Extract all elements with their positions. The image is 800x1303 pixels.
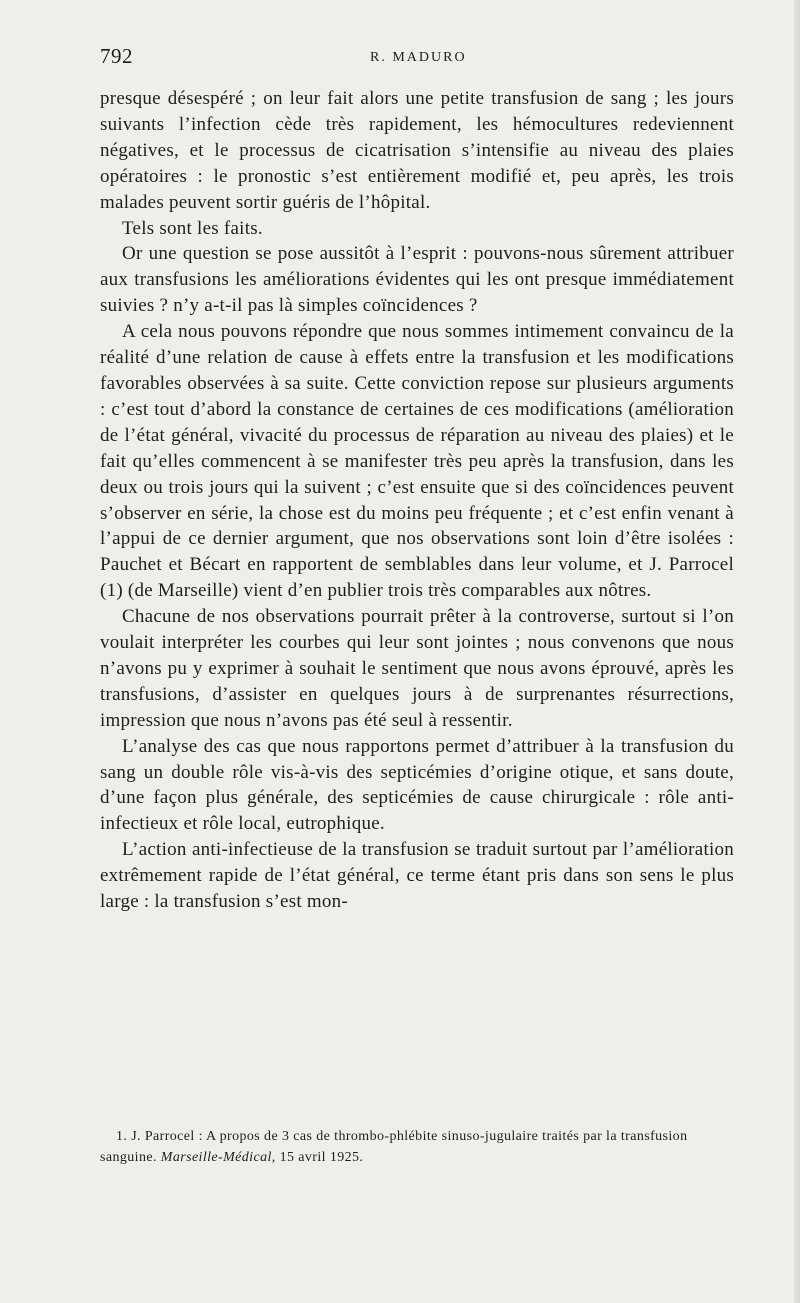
- paragraph: presque désespéré ; on leur fait alors une petite transfusion de sang ; les jours suivants l’infection cède très rapidement, les hémocultures redeviennent négatives, et le processus de cicatrisation s’intensifie au niveau des plaies opératoires : le pronostic s’est entièrement modifié et, peu après, les trois malades peuvent sortir guéris de l’hôpital.: [100, 88, 734, 213]
- paragraph: A cela nous pouvons répondre que nous sommes intimement convaincu de la réalité d’une relation de cause à effets entre la transfusion et les modifications favorables observées à sa suite. Cette conviction repose sur plusieurs arguments : c’est tout d’abord la constance de certaines de ces modifications (amélioration de l’état général, vivacité du processus de réparation au niveau des plaies) et le fait qu’elles commencent à se manifester très peu après la transfusion, dans les deux ou trois jours qui la suivent ; c’est ensuite que si des coïncidences peuvent s’observer en série, la chose est du moins peu fréquente ; et c’est enfin venant à l’appui de ce dernier argument, que nos observations sont loin d’être isolées : Pauchet et Bécart en rapportent de semblables dans leur volume, et J. Parrocel (1) (de Marseille) vient d’en publier trois très comparables aux nôtres.: [100, 321, 734, 602]
- paragraph: Tels sont les faits.: [122, 217, 263, 239]
- footnote-date: 15 avril 1925.: [279, 1150, 364, 1165]
- paragraph: Chacune de nos observations pourrait prêter à la controverse, surtout si l’on voulait interpréter les courbes qui leur sont jointes ; nous convenons que nous n’avons pu y exprimer à souhait le sentiment que nous avons éprouvé, après les transfusions, d’assister en quelques jours à de surprenantes résurrections, impression que nous n’avons pas été seul à ressentir.: [100, 606, 734, 731]
- footnote-text: 1. J. Parrocel : A propos de 3 cas de thrombo-phlébite sinuso-jugulaire traités par la transfusion sanguine.: [100, 1129, 688, 1165]
- footnote: [100, 1126, 734, 1168]
- page-number: 792: [100, 44, 133, 68]
- page-header: [100, 44, 740, 74]
- paragraph: L’analyse des cas que nous rapportons permet d’attribuer à la transfusion du sang un double rôle vis-à-vis des septicémies d’origine otique, et sans doute, d’une façon plus générale, des septicémies de cause chirurgicale : rôle anti-infectieux et rôle local, eutrophique.: [100, 735, 734, 835]
- page-edge-shadow: [794, 0, 800, 1303]
- running-head-author: R. MADURO: [370, 50, 467, 65]
- footnote-paragraph: [100, 1126, 734, 1168]
- paragraph: Or une question se pose aussitôt à l’esprit : pouvons-nous sûrement attribuer aux transfusions les améliorations évidentes qui les ont presque immédiatement suivies ? n’y a-t-il pas là simples coïncidences ?: [100, 243, 734, 317]
- footnote-journal: Marseille-Médical,: [160, 1150, 276, 1165]
- paragraph: L’action anti-infectieuse de la transfusion se traduit surtout par l’amélioration extrêmement rapide de l’état général, ce terme étant pris dans son sens le plus large : la transfusion s’est mon-: [100, 839, 734, 913]
- body-text: [100, 86, 734, 915]
